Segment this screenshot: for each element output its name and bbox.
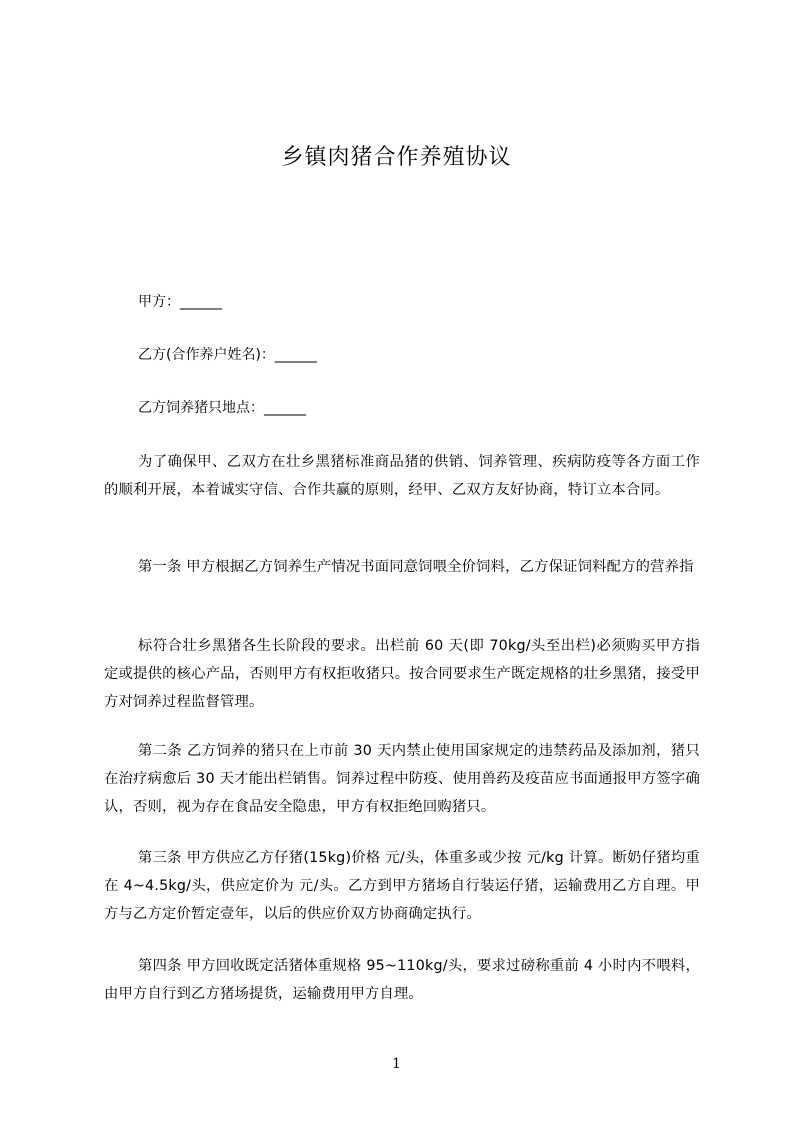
- page-number: 1: [392, 1056, 401, 1072]
- paragraph-article-1: 第一条 甲方根据乙方饲养生产情况书面同意饲喂全价饲料，乙方保证饲料配方的营养指: [138, 559, 694, 575]
- party-b-field: 乙方(合作养户姓名)：______: [138, 347, 317, 363]
- paragraph-article-3: 第三条 甲方供应乙方仔猪(15kg)价格 元/头，体重多或少按 元/kg 计算。断奶仔猪均重在 4~4.5kg/头，供应定价为 元/头。乙方到甲方猪场自行装运仔猪，运输费用乙方自理。甲方与乙方定价暂定壹年，以后的供应价双方协商确定执行。: [104, 850, 700, 922]
- location-field: 乙方饲养猪只地点：______: [138, 400, 306, 416]
- party-a-field: 甲方：______: [138, 294, 222, 310]
- document-title: 乡镇肉猪合作养殖协议: [281, 145, 512, 170]
- paragraph-preamble: 为了确保甲、乙双方在壮乡黑猪标准商品猪的供销、饲养管理、疾病防疫等各方面工作的顺利开展，本着诚实守信、合作共赢的原则，经甲、乙双方友好协商，特订立本合同。: [104, 454, 700, 498]
- paragraph-article-2: 第二条 乙方饲养的猪只在上市前 30 天内禁止使用国家规定的违禁药品及添加剂，猪只在治疗病愈后 30 天才能出栏销售。饲养过程中防疫、使用兽药及疫苗应书面通报甲方签字确认，否则，视为存在食品安全隐患，甲方有权拒绝回购猪只。: [104, 743, 700, 815]
- paragraph-article-1-continued: 标符合壮乡黑猪各生长阶段的要求。出栏前 60 天(即 70kg/头至出栏)必须购买甲方指定或提供的核心产品，否则甲方有权拒收猪只。按合同要求生产既定规格的壮乡黑猪，接受甲方对饲养过程监督管理。: [104, 638, 700, 710]
- paragraph-article-4: 第四条 甲方回收既定活猪体重规格 95~110kg/头，要求过磅称重前 4 小时内不喂料，由甲方自行到乙方猪场提货，运输费用甲方自理。: [104, 958, 700, 1002]
